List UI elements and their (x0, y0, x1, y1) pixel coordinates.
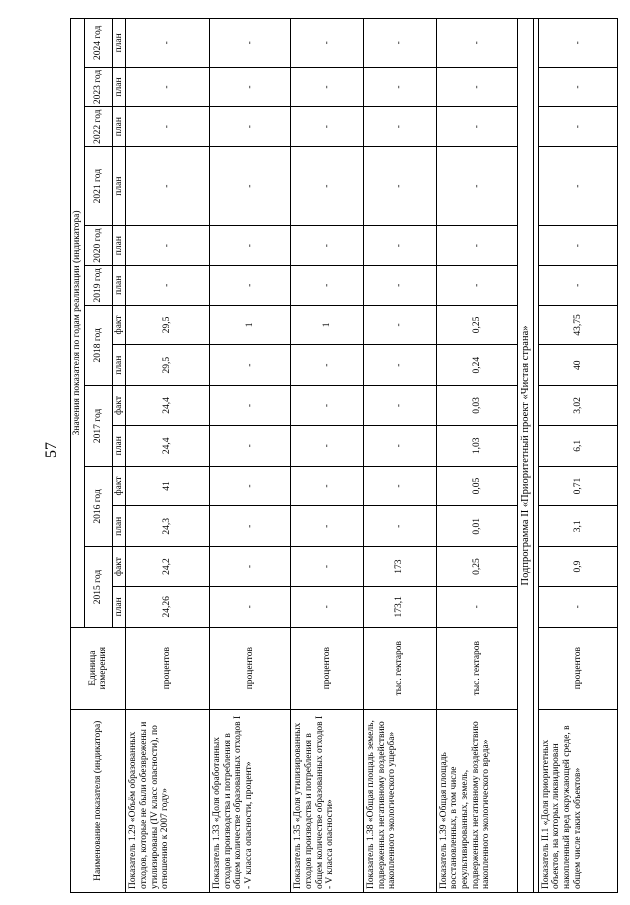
year-2017: 2017 год (84, 386, 112, 467)
indicator-name: Показатель 1.29 «Объём образованных отходов, которые не были обезврежены и утилизированы (IV класс опасности), по отношению к 2007 году» (126, 709, 210, 892)
plan-label: план (112, 345, 126, 386)
value-cell: - (209, 67, 290, 107)
value-cell: - (363, 265, 436, 305)
value-cell: - (538, 19, 617, 68)
value-cell: - (291, 146, 364, 225)
year-2020: 2020 год (84, 226, 112, 266)
year-2019: 2019 год (84, 265, 112, 305)
value-cell: 24,4 (126, 386, 210, 426)
value-cell: 0,25 (436, 305, 517, 345)
value-cell: - (126, 226, 210, 266)
value-cell: - (363, 466, 436, 506)
value-cell: - (436, 586, 517, 627)
value-cell: - (291, 386, 364, 426)
value-cell: - (363, 425, 436, 466)
table-row (209, 19, 290, 893)
table-row (291, 19, 364, 893)
value-cell: - (209, 425, 290, 466)
value-cell: - (209, 19, 290, 68)
value-cell: - (436, 226, 517, 266)
plan-label: план (112, 506, 126, 547)
indicator-unit: процентов (209, 627, 290, 709)
year-2015: 2015 год (84, 547, 112, 628)
indicator-name: Показатель 1.39 «Общая площадь восстановленных, в том числе рекультивированных, земель, подверженных негативному воздействию накопленного экологического вреда» (436, 709, 517, 892)
fact-label: факт (112, 386, 126, 426)
value-cell: - (538, 107, 617, 147)
value-cell: - (209, 506, 290, 547)
value-cell: 173,1 (363, 586, 436, 627)
value-cell: - (436, 19, 517, 68)
year-2023: 2023 год (84, 67, 112, 107)
value-cell: 0,01 (436, 506, 517, 547)
value-cell: - (209, 107, 290, 147)
value-cell: 6,1 (538, 425, 617, 466)
indicator-unit: процентов (538, 627, 617, 709)
value-cell: 0,9 (538, 547, 617, 587)
value-cell: 24,3 (126, 506, 210, 547)
indicators-table (70, 18, 618, 893)
indicator-unit: тыс. гектаров (436, 627, 517, 709)
value-cell: 29,5 (126, 305, 210, 345)
table-row (363, 19, 436, 893)
section-title: Подпрограмма II «Приоритетный проект «Чистая страна» (518, 19, 534, 893)
value-cell: - (291, 226, 364, 266)
indicator-unit: тыс. гектаров (363, 627, 436, 709)
value-cell: - (363, 146, 436, 225)
value-cell: - (363, 305, 436, 345)
value-cell: - (291, 19, 364, 68)
value-cell: - (209, 146, 290, 225)
indicator-name: Показатель 1.38 «Общая площадь земель, подверженных негативному воздействию накопленного экологического ущерба» (363, 709, 436, 892)
value-cell: - (538, 146, 617, 225)
value-cell: - (126, 107, 210, 147)
value-cell: 3,02 (538, 386, 617, 426)
plan-label: план (112, 425, 126, 466)
indicator-name: Показатель II.1 «Доля приоритетных объектов, на которых ликвидирован накопленный вред окружающей среде, в общем числе таких объектов» (538, 709, 617, 892)
value-cell: 0,03 (436, 386, 517, 426)
value-cell: 1 (209, 305, 290, 345)
value-cell: - (363, 19, 436, 68)
plan-label: план (112, 146, 126, 225)
value-cell: - (209, 586, 290, 627)
value-cell: - (209, 226, 290, 266)
value-cell: 1,03 (436, 425, 517, 466)
fact-label: факт (112, 466, 126, 506)
value-cell: - (291, 506, 364, 547)
rotated-page (70, 18, 618, 893)
value-cell: - (538, 265, 617, 305)
value-cell: - (126, 19, 210, 68)
value-cell: 29,5 (126, 345, 210, 386)
fact-label: факт (112, 547, 126, 587)
indicator-name: Показатель 1.33 «Доля обработанных отходов производства и потребления в общем количестве образованных отходов I - V класса опасности, процент» (209, 709, 290, 892)
value-cell: 3,1 (538, 506, 617, 547)
value-cell: 24,2 (126, 547, 210, 587)
value-cell: 0,25 (436, 547, 517, 587)
value-cell: - (126, 146, 210, 225)
value-cell: 24,4 (126, 425, 210, 466)
plan-label: план (112, 586, 126, 627)
plan-label: план (112, 226, 126, 266)
plan-label: план (112, 67, 126, 107)
value-cell: - (436, 146, 517, 225)
value-cell: - (291, 107, 364, 147)
value-cell: - (126, 265, 210, 305)
plan-label: план (112, 19, 126, 68)
value-cell: - (538, 586, 617, 627)
year-2016: 2016 год (84, 466, 112, 547)
table-row (126, 19, 210, 893)
year-2022: 2022 год (84, 107, 112, 147)
table-row (538, 19, 617, 893)
header-name: Наименование показателя (индикатора) (71, 709, 126, 892)
value-cell: - (209, 547, 290, 587)
section-row (518, 19, 534, 893)
value-cell: - (291, 586, 364, 627)
value-cell: - (363, 107, 436, 147)
value-cell: 0,71 (538, 466, 617, 506)
value-cell: - (363, 386, 436, 426)
value-cell: - (291, 345, 364, 386)
value-cell: - (538, 67, 617, 107)
value-cell: - (209, 345, 290, 386)
value-cell: - (363, 345, 436, 386)
value-cell: - (209, 386, 290, 426)
value-cell: - (291, 425, 364, 466)
indicator-unit: процентов (291, 627, 364, 709)
plan-label: план (112, 107, 126, 147)
value-cell: - (209, 265, 290, 305)
value-cell: 0,05 (436, 466, 517, 506)
value-cell: - (291, 265, 364, 305)
value-cell: - (538, 226, 617, 266)
fact-label: факт (112, 305, 126, 345)
value-cell: 43,75 (538, 305, 617, 345)
header-unit: Единица измерения (71, 627, 126, 709)
value-cell: - (436, 67, 517, 107)
year-2021: 2021 год (84, 146, 112, 225)
value-cell: - (363, 226, 436, 266)
table-row (436, 19, 517, 893)
value-cell: - (291, 466, 364, 506)
value-cell: 0,24 (436, 345, 517, 386)
value-cell: - (436, 265, 517, 305)
value-cell: - (363, 506, 436, 547)
value-cell: - (436, 107, 517, 147)
year-2018: 2018 год (84, 305, 112, 386)
value-cell: - (291, 67, 364, 107)
page-number: 57 (43, 442, 60, 458)
year-2024: 2024 год (84, 19, 112, 68)
value-cell: 24,26 (126, 586, 210, 627)
value-cell: - (363, 67, 436, 107)
header-values: Значения показателя по годам реализации (индикатора) (71, 19, 85, 628)
plan-label: план (112, 265, 126, 305)
value-cell: 40 (538, 345, 617, 386)
value-cell: 41 (126, 466, 210, 506)
value-cell: 1 (291, 305, 364, 345)
value-cell: 173 (363, 547, 436, 587)
indicator-unit: процентов (126, 627, 210, 709)
indicator-name: Показатель 1.35 «Доля утилизированных отходов производства и потребления в общем количестве образованных отходов I - V класса опасности» (291, 709, 364, 892)
value-cell: - (291, 547, 364, 587)
value-cell: - (126, 67, 210, 107)
value-cell: - (209, 466, 290, 506)
